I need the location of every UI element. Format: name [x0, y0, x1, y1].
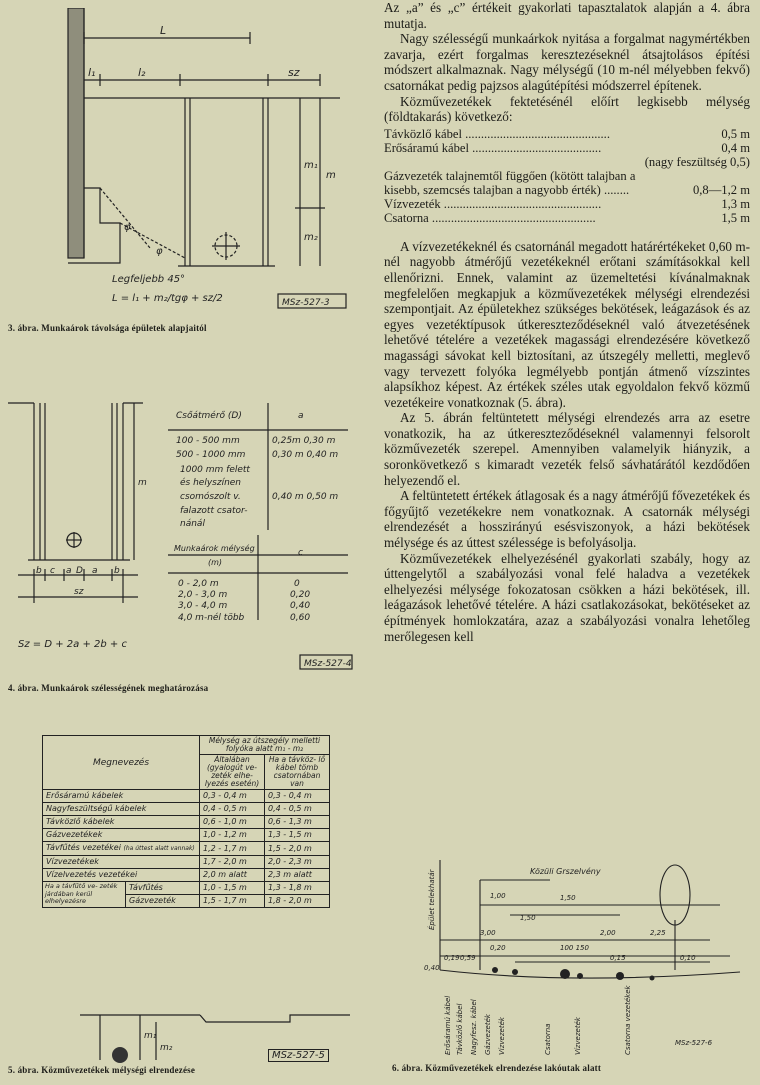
depth-name: Gázvezeték talajnemtől függően (kötött talajban a kisebb, szemcsés talajban a nagyobb érték) — [384, 168, 636, 197]
fig6-vlabel-3: Nagyfesz. kábel — [470, 999, 478, 1055]
paragraph: Nagy szélességű munkaárkok nyitása a forgalmat nagymértékben zavarja, ezért forgalmas keresztezéseknél átsajtolásos építési módszert alkalmaznak. Nagy mélységű (10 m-nél mélyebben fekvő) csatornákat pedig pajzsos alagútépítési módszerrel építenek. — [384, 31, 750, 93]
fig4-row-5-d: falazott csator- — [180, 506, 248, 516]
t5-row-5-v1: 1,7 - 2,0 m — [200, 856, 265, 869]
fig6-vlabel-5: Vízvezeték — [498, 1017, 506, 1055]
fig4-depth-1-c: 0,20 — [290, 590, 311, 600]
fig6-dim-6: 0,20 — [490, 944, 506, 952]
t5-row-3-v2: 1,3 - 1,5 m — [265, 829, 330, 842]
fig4-row-0-a: 0,25m 0,30 m — [272, 436, 336, 446]
t5-special-1-name: Gázvezeték — [129, 896, 176, 905]
table-row — [43, 856, 330, 869]
fig4-header-a: a — [298, 411, 304, 421]
figure-4-drawing — [8, 375, 353, 675]
fig4-row-2-d: 1000 mm felett — [180, 465, 250, 475]
depth-value: 0,5 m — [721, 126, 750, 141]
fig4-dim-D: D — [76, 566, 83, 576]
fig4-depth-1-d: 2,0 - 3,0 m — [178, 590, 228, 600]
fig3-msz: MSz-527-3 — [282, 298, 330, 308]
figure-3-drawing — [60, 8, 350, 313]
fig6-vlabel-1: Erősáramú kábel — [444, 995, 452, 1055]
t5-special-0-v2: 1,3 - 1,8 m — [265, 882, 329, 895]
fig4-dim-a2: a — [92, 566, 98, 576]
fig5-msz: MSz-527-5 — [268, 1049, 329, 1062]
fig6-street-label: Közüli Grszelvény — [530, 867, 601, 876]
fig6-vlabel-0: Épület telekhatár — [428, 869, 436, 930]
list-item: Erősáramú kábel ......................................... 0,4 m — [384, 140, 750, 155]
fig4-row-1-a: 0,30 m 0,40 m — [272, 450, 339, 460]
fig3-label-phi: φ — [124, 222, 131, 233]
t5-row-4-v1: 1,2 - 1,7 m — [200, 842, 265, 856]
fig3-label-m1: m₁ — [304, 160, 318, 171]
fig6-dim-12: 0,40 — [424, 964, 440, 972]
t5-row-6-name: Vízelvezetés vezetékei — [43, 869, 200, 882]
table-row — [43, 882, 330, 908]
fig4-row-4-a: 0,40 m 0,50 m — [272, 492, 339, 502]
fig4-header-depth-unit: (m) — [208, 558, 223, 567]
table-row — [43, 842, 330, 856]
figure-6-drawing — [420, 860, 750, 1060]
fig6-vlabel-8: Csatorna vezetékek — [624, 985, 632, 1055]
fig4-dim-c: c — [50, 566, 55, 576]
figure-3-caption: 3. ábra. Munkaárok távolsága épületek alapjaitól — [8, 323, 207, 333]
fig4-depth-0-c: 0 — [294, 579, 300, 589]
fig6-vlabel-7: Vízvezeték — [574, 1017, 582, 1055]
fig4-row-4-d: csomószolt v. — [180, 492, 241, 502]
t5-col-name: Megnevezés — [43, 736, 200, 790]
t5-row-1-v1: 0,4 - 0,5 m — [200, 803, 265, 816]
list-item: Gázvezeték talajnemtől függően (kötött talajban a kisebb, szemcsés talajban a nagyobb érték) ........ 0,8—1,2 m — [384, 168, 750, 197]
t5-row-4-note: (ha úttest alatt vannak) — [123, 845, 195, 852]
depth-value: 0,8—1,2 m — [692, 182, 750, 197]
figure-5-table — [42, 735, 330, 908]
t5-row-1-v2: 0,4 - 0,5 m — [265, 803, 330, 816]
fig4-row-6-d: nánál — [180, 519, 205, 529]
paragraph: Közművezetékek elhelyezésénél gyakorlati szabály, hogy az úttengelytől a szabályozási vonal felé haladva a vezetékek elhelyezési mélysége fokozatosan csökken a házi bekötések, ill. leágazások lehetővé tételére. A házi csatlakozásokat, bekötéseket az építmények homlokzatára, azaz a szabályozási vonalra lehetőleg merőlegesen kell — [384, 550, 750, 644]
fig3-label-l2: l₂ — [138, 66, 146, 79]
fig5-dim-m2: m₂ — [160, 1043, 173, 1053]
paragraph: A vízvezetékeknél és csatornánál megadott határértékeket 0,60 m-nél nagyobb átmérőjű vezetékeknél erőtani számításokkal kell ellenőrizni. Ennek, valamint az üzemeltetési kívánalmaknak megfelelően megkapjuk a közművezetékek mélységi elrendezési szempontjait. Az épületekhez szükséges bekötések, leágazások és az egyes vezetéktípusok útkereszteződéseknél való átvezetésének lehetővé tételére a vezetékek magassági elrendezésére következő magassági sávokat kell biztosítani, az útszegély melletti, meglevő vagy tervezett folyóka legmélyebb pontján átmenő vízszintes alapsíkhoz képest. Az értékek széles utak egyoldalon fekvő közmű vezetékeire vonatkoznak (5. ábra). — [384, 238, 750, 410]
depth-list — [384, 127, 750, 225]
fig6-dim-0: 1,00 — [490, 892, 506, 900]
fig6-msz: MSz-527-6 — [675, 1039, 713, 1047]
t5-row-6-v2: 2,3 m alatt — [265, 869, 330, 882]
t5-special-0-name: Távfűtés — [126, 882, 199, 895]
depth-name: Erősáramú kábel — [384, 140, 469, 155]
fig6-dim-7: 1,50 — [520, 914, 536, 922]
depth-note: (nagy feszültség 0,5) — [644, 154, 750, 169]
table-row — [43, 790, 330, 803]
fig3-label-m: m — [326, 170, 336, 181]
depth-name: Vízvezeték — [384, 196, 441, 211]
paragraph: Közművezetékek fektetésénél előírt legkisebb mélység (földtakarás) következő: — [384, 93, 750, 125]
fig4-row-1-d: 500 - 1000 mm — [176, 450, 246, 460]
fig6-dim-11: 0,59 — [460, 954, 476, 962]
t5-row-0-v1: 0,3 - 0,4 m — [200, 790, 265, 803]
paragraph: Az „a” és „c” értékeit gyakorlati tapasztalatok alapján a 4. ábra mutatja. — [384, 0, 750, 31]
fig4-row-0-d: 100 - 500 mm — [176, 436, 240, 446]
t5-row-2-v2: 0,6 - 1,3 m — [265, 816, 330, 829]
fig6-dim-1: 3,00 — [480, 929, 496, 937]
depth-value: 1,5 m — [721, 210, 750, 225]
fig4-dim-b2: b — [114, 566, 120, 576]
fig3-label-phi2: φ — [156, 246, 163, 257]
fig4-dim-sz: sz — [74, 587, 84, 597]
fig3-label-sz: sz — [288, 66, 300, 79]
fig4-msz: MSz-527-4 — [304, 659, 352, 669]
t5-row-3-v1: 1,0 - 1,2 m — [200, 829, 265, 842]
fig3-label-m2: m₂ — [304, 232, 318, 243]
pipe-section-icon — [112, 1047, 128, 1063]
fig4-depth-2-d: 3,0 - 4,0 m — [178, 601, 228, 611]
t5-row-4-v2: 1,5 - 2,0 m — [265, 842, 330, 856]
main-text — [384, 0, 750, 644]
figure-4-caption: 4. ábra. Munkaárok szélességének meghatározása — [8, 683, 209, 693]
t5-row-2-name: Távközlő kábelek — [43, 816, 200, 829]
fig4-dim-a: a — [66, 566, 72, 576]
table-row — [43, 816, 330, 829]
t5-row-5-v2: 2,0 - 2,3 m — [265, 856, 330, 869]
fig6-vlabel-6: Csatorna — [544, 1023, 552, 1055]
fig3-formula-1: Legfeljebb 45° — [112, 274, 186, 285]
fig6-dim-9: 0,10 — [680, 954, 696, 962]
t5-special-1-v2: 1,8 - 2,0 m — [268, 896, 312, 905]
t5-row-4-name: Távfűtés vezetékei — [46, 843, 121, 852]
paragraph: Az 5. ábrán feltüntetett mélységi elrendezés arra az esetre vonatkozik, ha az útkereszteződéseknél valamennyi felsorolt közművezeték szerepel. Amennyiben valamelyik hiányzik, a soronkövetkező s kimaradt vezeték felső sávhatárától kezdődően helyezendő el. — [384, 410, 750, 488]
fig4-dim-b: b — [36, 566, 42, 576]
depth-value: 1,3 m — [721, 196, 750, 211]
t5-row-0-name: Erősáramú kábelek — [43, 790, 200, 803]
t5-special-label: Ha a távfűtő ve- zeték járdában kerül elhelyezésre — [43, 882, 126, 907]
fig4-header-diam: Csőátmérő (D) — [176, 411, 242, 421]
table-row — [43, 803, 330, 816]
t5-special-0-v1: 1,0 - 1,5 m — [200, 882, 264, 895]
fig6-vlabel-2: Távközlő kábel — [456, 1003, 464, 1055]
fig4-dim-m: m — [138, 478, 147, 488]
table-row — [43, 869, 330, 882]
fig4-depth-3-c: 0,60 — [290, 613, 311, 623]
depth-name: Távközlő kábel — [384, 126, 462, 141]
fig6-dim-10: 0,19 — [444, 954, 460, 962]
fig4-row-3-d: és helyszínen — [180, 478, 242, 488]
t5-col-depth: Mélység az útszegély melletti folyóka alatt m₁ - m₂ — [200, 736, 330, 755]
t5-row-5-name: Vízvezetékek — [43, 856, 200, 869]
t5-col-general: Általában (gyalogút ve- zeték elhe- lyezés esetén) — [200, 755, 265, 790]
list-item: Távközlő kábel .............................................. 0,5 m — [384, 126, 750, 141]
fig6-dim-5: 100 150 — [560, 944, 589, 952]
fig4-depth-0-d: 0 - 2,0 m — [178, 579, 219, 589]
t5-col-sewer: Ha a távköz- lő kábel tömb csatornában van — [265, 755, 330, 790]
figure-5-caption: 5. ábra. Közművezetékek mélységi elrendezése — [8, 1065, 196, 1075]
fig6-dim-3: 2,00 — [600, 929, 616, 937]
t5-special-1-v1: 1,5 - 1,7 m — [203, 896, 247, 905]
t5-row-2-v1: 0,6 - 1,0 m — [200, 816, 265, 829]
fig5-dim-m1: m₁ — [144, 1031, 157, 1041]
fig6-dim-2: 1,50 — [560, 894, 576, 902]
fig4-header-c: c — [298, 548, 303, 558]
t5-row-0-v2: 0,3 - 0,4 m — [265, 790, 330, 803]
fig6-dim-8: 0,15 — [610, 954, 626, 962]
fig4-formula: Sz = D + 2a + 2b + c — [18, 639, 127, 650]
depth-value: 0,4 m — [721, 140, 750, 155]
fig4-depth-3-d: 4,0 m-nél több — [178, 613, 245, 623]
t5-row-1-name: Nagyfeszültségű kábelek — [43, 803, 200, 816]
fig3-label-l1: l₁ — [88, 66, 96, 79]
fig6-vlabel-4: Gázvezeték — [484, 1014, 492, 1055]
fig3-label-L: L — [160, 24, 167, 37]
list-item — [384, 155, 750, 169]
list-item: Csatorna .................................................... 1,5 m — [384, 210, 750, 225]
t5-row-6-v1: 2,0 m alatt — [200, 869, 265, 882]
fig4-header-depth: Munkaárok mélység — [174, 544, 255, 553]
table-row — [43, 829, 330, 842]
fig4-depth-2-c: 0,40 — [290, 601, 311, 611]
fig6-dim-4: 2,25 — [650, 929, 666, 937]
list-item: Vízvezeték .................................................. 1,3 m — [384, 196, 750, 211]
depth-name: Csatorna — [384, 210, 429, 225]
paragraph: A feltüntetett értékek átlagosak és a nagy átmérőjű fővezetékek és főgyűjtő vezetékekre nem vonatkoznak. A csatornák mélységi elrendezését a hosszirányú esésviszonyok, a házi bekötések mélysége és az úttest szélessége is befolyásolja. — [384, 488, 750, 551]
figure-6-caption: 6. ábra. Közművezetékek elrendezése lakóutak alatt — [392, 1063, 602, 1073]
fig3-formula-2: L = l₁ + m₂/tgφ + sz/2 — [112, 293, 223, 304]
t5-row-3-name: Gázvezetékek — [43, 829, 200, 842]
